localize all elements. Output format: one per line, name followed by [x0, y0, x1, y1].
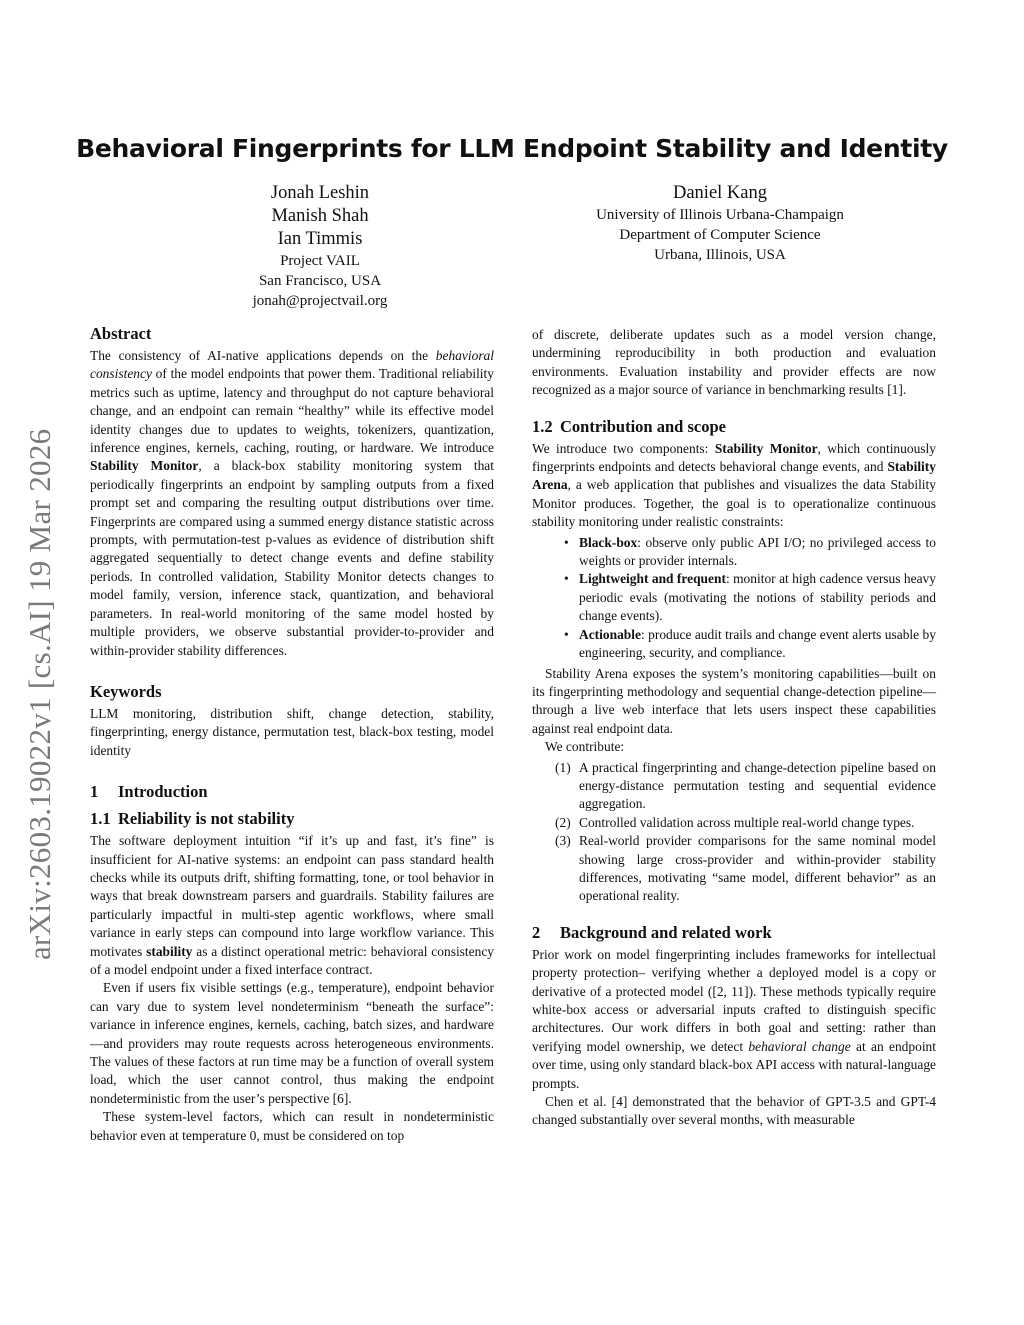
italic-text: behavioral change — [748, 1038, 851, 1054]
heading-text: Reliability is not stability — [118, 809, 295, 829]
list-item — [579, 534, 936, 571]
list-label: (2) — [555, 814, 571, 830]
list-label: (1) — [555, 759, 571, 775]
text-run: : monitor at high cadence versus heavy periodic evals (motivating the notions of stability periods and change events). — [579, 571, 936, 624]
text-run: , a web application that publishes and visualizes the data Stability Monitor produces. Together, the goal is to operationalize continuous stability monitoring under realistic constraints: — [532, 477, 936, 530]
affiliation: Project VAIL — [280, 253, 360, 269]
bold-text: stability — [146, 943, 193, 959]
text-run: , which continuously fingerprints endpoints and detects behavioral change events, and — [532, 440, 936, 475]
paragraph — [532, 665, 936, 739]
section-heading — [90, 782, 494, 802]
text-run: Real-world provider comparisons for the same nominal model showing large cross-provider and within-provider stability differences, motivating “same model, different behavior” as an operational reality. — [579, 833, 936, 904]
text-run: Controlled validation across multiple real-world change types. — [579, 814, 915, 830]
section-number: 1.1 — [90, 809, 111, 829]
author-name: Daniel Kang — [672, 183, 767, 203]
section-number: 1.2 — [532, 416, 553, 436]
author-email: jonah@projectvail.org — [252, 293, 388, 309]
bold-text: Black-box — [579, 534, 638, 550]
paragraph — [532, 946, 936, 1093]
affiliation-location: Urbana, Illinois, USA — [654, 247, 786, 263]
affiliation-location: San Francisco, USA — [258, 273, 382, 289]
paragraph — [532, 738, 936, 756]
affiliation: University of Illinois Urbana-Champaign — [596, 207, 844, 223]
left-column — [90, 324, 494, 1145]
text-run: Stability Arena exposes the system’s monitoring capabilities—built on its fingerprinting methodology and sequential change-detection pipeline—through a live web interface that lets users inspect these capabilities against real endpoint data. — [532, 665, 936, 736]
text-run: at an endpoint over time, using only standard black-box API access with natural-language prompts. — [532, 1038, 936, 1091]
text-run: We contribute: — [545, 739, 625, 755]
bullet-list — [532, 534, 936, 663]
text-run: LLM monitoring, distribution shift, change detection, stability, fingerprinting, energy distance, permutation test, black-box testing, model identity — [90, 705, 494, 758]
heading — [90, 324, 494, 344]
text-run: , a black-box stability monitoring system that periodically fingerprints an endpoint by sampling outputs from a fixed prompt set and comparing the resulting output distributions over time. Fingerprints are compared using a summed energy distance statistic across prompts, with permutation-test p-values as evidence of distribution shift aggregated sequentially to detect change events and define stability periods. In controlled validation, Stability Monitor detects changes to model family, version, inference stack, quantization, and behavioral parameters. In real-world monitoring of the same model hosted by multiple providers, we observe substantial provider-to-provider and within-provider stability differences. — [90, 458, 494, 658]
paragraph — [90, 347, 494, 660]
author-name: Jonah Leshin — [270, 183, 370, 203]
section-heading — [90, 809, 494, 829]
section-heading — [532, 923, 936, 943]
heading — [90, 682, 494, 702]
paper-title: Behavioral Fingerprints for LLM Endpoint Stability and Identity — [76, 134, 948, 163]
author-name: Ian Timmis — [277, 229, 363, 249]
heading-text: Abstract — [90, 324, 152, 343]
paragraph — [532, 1093, 936, 1130]
paragraph — [532, 326, 936, 400]
text-run: Even if users fix visible settings (e.g., temperature), endpoint behavior can vary due to system level nondeterminism “beneath the surface”: variance in inference engines, kernels, caching, batch sizes, and hardware—and providers may route requests across heterogeneous environments. The values of these factors at run time may be a function of overall system load, which the user cannot control, thus making the endpoint nondeterministic from the user’s perspective [6]. — [90, 980, 494, 1106]
paragraph — [90, 1108, 494, 1145]
author-name: Manish Shah — [271, 206, 369, 226]
heading-text: Contribution and scope — [560, 416, 726, 436]
text-run: of the model endpoints that power them. Traditional reliability metrics such as uptime, latency and throughput do not capture behavioral change, and an endpoint can remain “healthy” while its effective model identity changes due to updates to weights, tokenizers, quantization, inference engines, kernels, caching, routing, or hardware. We introduce — [90, 366, 494, 456]
paragraph — [90, 979, 494, 1108]
text-run: We introduce two components: — [532, 440, 715, 456]
italic-text: behavioral consistency — [90, 348, 494, 382]
text-run: : produce audit trails and change event alerts usable by engineering, security, and compliance. — [579, 626, 936, 661]
text-run: Prior work on model fingerprinting includes frameworks for intellectual property protection– verifying whether a deployed model is a copy or derivative of a protected model ([2, 11]). These methods typically require white-box access or adversarial inputs crafted to distinguish specific architectures. Our work differs in both goal and setting: rather than verifying model ownership, we detect — [532, 946, 936, 1054]
heading-text: Introduction — [118, 782, 208, 802]
author-block-1 — [200, 182, 440, 311]
text-run: Chen et al. [4] demonstrated that the behavior of GPT-3.5 and GPT-4 changed substantially over several months, with measurable — [532, 1094, 936, 1128]
bold-text: Actionable — [579, 626, 641, 642]
paragraph — [90, 832, 494, 979]
author-block-2 — [560, 182, 880, 265]
section-heading — [532, 417, 936, 437]
heading-text: Background and related work — [560, 922, 772, 942]
text-run: of discrete, deliberate updates such as a model version change, undermining reproducibility in both production and evaluation environments. Evaluation instability and provider effects are now recognized as a major source of variance in benchmarking results [1]. — [532, 327, 936, 398]
bold-text: Lightweight and frequent — [579, 571, 726, 587]
bold-text: Stability Monitor — [90, 458, 199, 474]
paragraph — [90, 705, 494, 760]
affiliation-department: Department of Computer Science — [619, 227, 821, 243]
list-item — [579, 626, 936, 663]
numbered-list — [532, 759, 936, 906]
text-run: : observe only public API I/O; no privileged access to weights or provider internals. — [579, 534, 936, 569]
text-run: A practical fingerprinting and change-detection pipeline based on energy-distance permutation testing and sequential evidence aggregation. — [579, 759, 936, 812]
list-item — [555, 832, 936, 906]
list-item — [555, 814, 936, 832]
bold-text: Stability Monitor — [714, 440, 818, 456]
list-item — [579, 570, 936, 625]
right-column — [532, 324, 936, 1130]
text-run: The consistency of AI-native applications depends on the — [90, 348, 436, 363]
text-run: These system-level factors, which can result in nondeterministic behavior even at temperature 0, must be considered on top — [90, 1109, 494, 1143]
list-item — [555, 759, 936, 814]
list-label: (3) — [555, 833, 571, 849]
section-number: 1 — [90, 782, 99, 802]
heading-text: Keywords — [90, 681, 162, 701]
section-number: 2 — [532, 922, 541, 942]
bold-text: Stability Arena — [532, 459, 936, 493]
arxiv-identifier: arXiv:2603.19022v1 [cs.AI] 19 Mar 2026 — [22, 428, 57, 960]
text-run: as a distinct operational metric: behavioral consistency of a model endpoint under a fixed interface contract. — [90, 943, 495, 977]
text-run: The software deployment intuition “if it’s up and fast, it’s fine” is insufficient for AI-native systems: an endpoint can pass standard health checks while its outputs drift, shifting formatting, tone, or tool behavior in ways that break downstream parsers and guardrails. Stability failures are particularly impactful in multi-step agentic workflows, where small variance in early steps can compound into large workflow variance. This motivates — [90, 833, 494, 959]
paragraph — [532, 440, 936, 532]
